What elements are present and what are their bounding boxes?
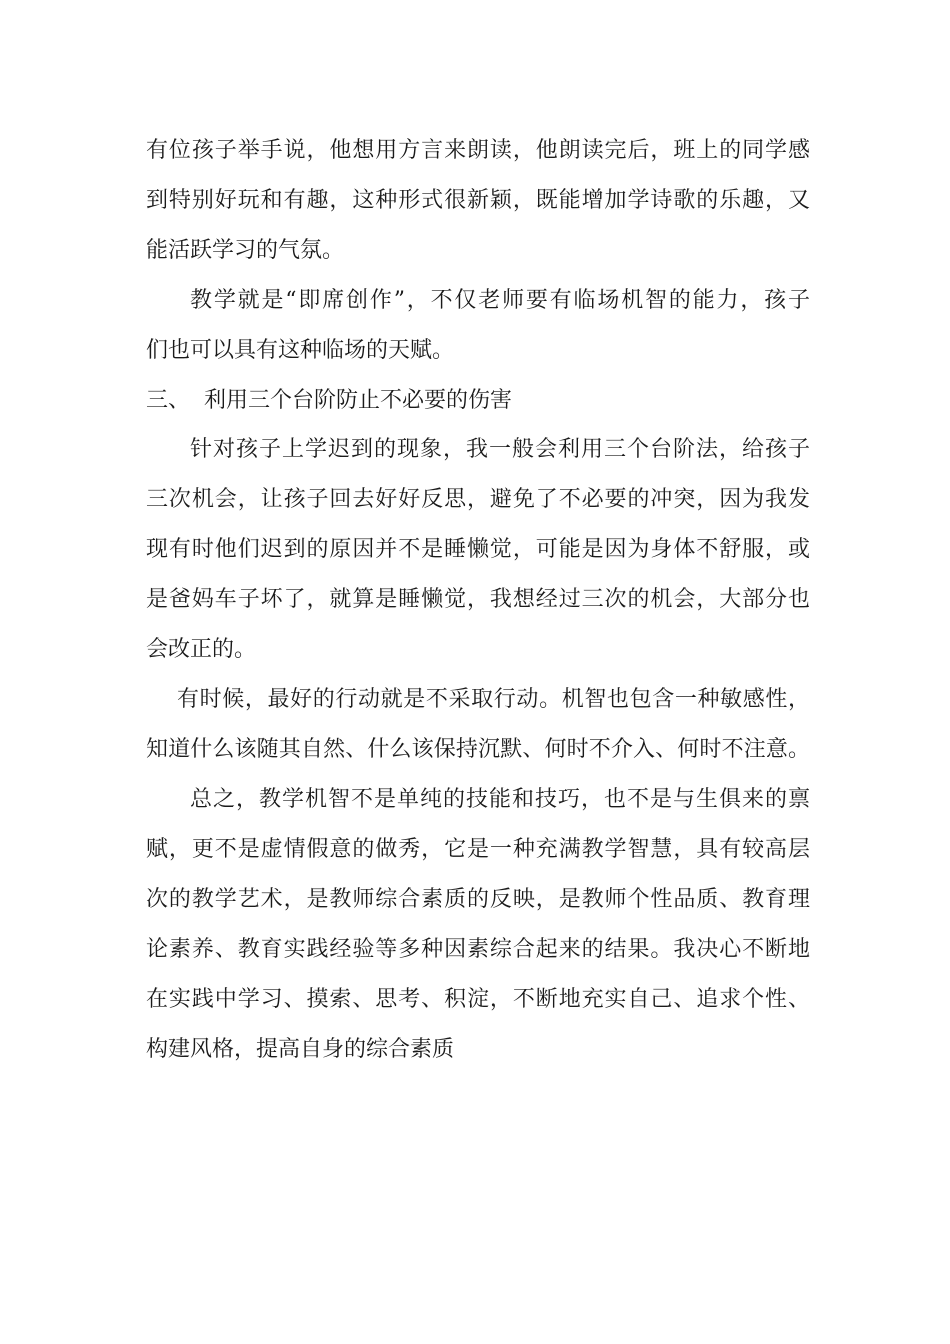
text-line: 会改正的。: [146, 637, 257, 662]
text-line: 在实践中学习、摸索、思考、积淀，不断地充实自己、追求个性、: [146, 987, 810, 1012]
text-line: 到特别好玩和有趣，这种形式很新颖，既能增加学诗歌的乐趣，又: [146, 188, 810, 213]
text-line: 三次机会，让孩子回去好好反思，避免了不必要的冲突，因为我发: [146, 487, 810, 512]
text-line: 构建风格，提高自身的综合素质: [146, 1037, 455, 1062]
text-line: 知道什么该随其自然、什么该保持沉默、何时不介入、何时不注意。: [146, 737, 810, 762]
text-line: 次的教学艺术，是教师综合素质的反映，是教师个性品质、教育理: [146, 887, 810, 912]
text-line: 是爸妈车子坏了，就算是睡懒觉，我想经过三次的机会，大部分也: [146, 587, 810, 612]
text-line: 有位孩子举手说，他想用方言来朗读，他朗读完后，班上的同学感: [146, 138, 810, 163]
text-line: 论素养、教育实践经验等多种因素综合起来的结果。我决心不断地: [146, 937, 810, 962]
text-line: 现有时他们迟到的原因并不是睡懒觉，可能是因为身体不舒服，或: [146, 537, 810, 562]
text-line: 针对孩子上学迟到的现象，我一般会利用三个台阶法，给孩子: [190, 437, 810, 462]
text-line: 能活跃学习的气氛。: [146, 238, 345, 263]
text-line: 教学就是“即席创作”，不仅老师要有临场机智的能力，孩子: [190, 288, 810, 313]
text-line: 赋，更不是虚情假意的做秀，它是一种充满教学智慧，具有较高层: [146, 837, 810, 862]
text-line: 们也可以具有这种临场的天赋。: [146, 338, 455, 363]
text-line: 总之，教学机智不是单纯的技能和技巧，也不是与生俱来的禀: [190, 787, 810, 812]
text-line: 有时候，最好的行动就是不采取行动。机智也包含一种敏感性，: [177, 687, 810, 712]
section-heading: 三、 利用三个台阶防止不必要的伤害: [146, 388, 512, 413]
